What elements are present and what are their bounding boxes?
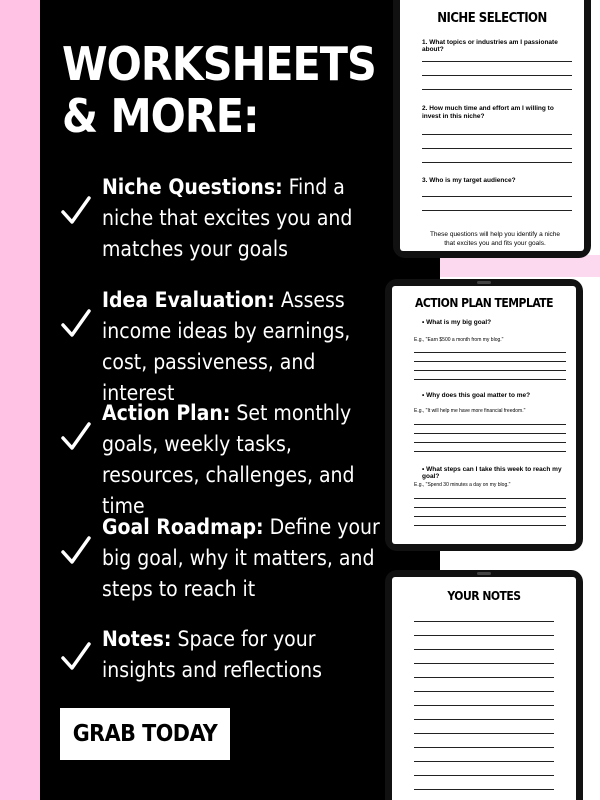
feature-title: Notes: xyxy=(102,627,172,651)
tablet-niche-selection xyxy=(393,0,591,258)
example: E.g., "Earn $500 a month from my blog." xyxy=(414,337,504,343)
feature-description: Assess income ideas by earnings, cost, passiveness, and interest xyxy=(102,288,351,405)
feature-goal-roadmap xyxy=(60,512,380,608)
checkmark-icon xyxy=(60,534,92,568)
feature-text xyxy=(102,172,382,265)
question-text: Why does this goal matter to me? xyxy=(426,392,531,399)
feature-notes xyxy=(60,624,380,690)
feature-description: Find a niche that excites you and matches your goals xyxy=(102,175,353,261)
feature-text xyxy=(102,285,382,409)
tablet-your-notes xyxy=(385,570,583,800)
example: E.g., "Spend 30 minutes a day on my blog." xyxy=(414,482,511,488)
niche-selection-sheet xyxy=(400,0,584,251)
question: • What steps can I take this week to reach my goal? xyxy=(422,466,562,480)
sheet-footer-note: These questions will help you identify a niche that excites you and fits your goals. xyxy=(429,231,561,247)
example: E.g., "It will help me have more financial freedom." xyxy=(414,408,526,414)
feature-text xyxy=(102,398,382,522)
camera-icon xyxy=(477,281,491,284)
feature-description: Space for your insights and reflections xyxy=(102,627,322,682)
feature-niche-questions xyxy=(60,172,380,268)
question: • What is my big goal? xyxy=(422,319,492,326)
sheet-title: NICHE SELECTION xyxy=(437,11,547,26)
checkmark-icon xyxy=(60,640,92,674)
question: 1. What topics or industries am I passionate about? xyxy=(422,39,558,53)
checkmark-icon xyxy=(60,194,92,228)
feature-title: Niche Questions: xyxy=(102,175,283,199)
feature-title: Goal Roadmap: xyxy=(102,515,264,539)
question: 2. How much time and effort am I willing to invest in this niche? xyxy=(422,105,554,120)
headline: WORKSHEETS & MORE: xyxy=(62,37,376,143)
action-plan-sheet xyxy=(392,286,576,544)
feature-description: Set monthly goals, weekly tasks, resources, challenges, and time xyxy=(102,401,355,518)
sheet-title: YOUR NOTES xyxy=(447,589,521,603)
camera-icon xyxy=(477,572,491,575)
checkmark-icon xyxy=(60,307,92,341)
checkmark-icon xyxy=(60,420,92,454)
sheet-title: ACTION PLAN TEMPLATE xyxy=(414,296,553,310)
feature-title: Idea Evaluation: xyxy=(102,288,275,312)
question-text: What is my big goal? xyxy=(426,319,492,326)
feature-action-plan xyxy=(60,398,380,518)
notes-sheet xyxy=(392,577,576,800)
question: • Why does this goal matter to me? xyxy=(422,392,531,399)
feature-idea-evaluation xyxy=(60,285,380,405)
left-pink-strip xyxy=(0,0,40,800)
grab-today-button[interactable]: GRAB TODAY xyxy=(60,708,230,760)
feature-text xyxy=(102,624,382,686)
feature-text xyxy=(102,512,382,605)
question-text: What steps can I take this week to reach my goal? xyxy=(422,466,562,480)
question: 3. Who is my target audience? xyxy=(422,177,516,184)
feature-description: Define your big goal, why it matters, and steps to reach it xyxy=(102,515,380,601)
feature-title: Action Plan: xyxy=(102,401,231,425)
tablet-action-plan xyxy=(385,279,583,551)
